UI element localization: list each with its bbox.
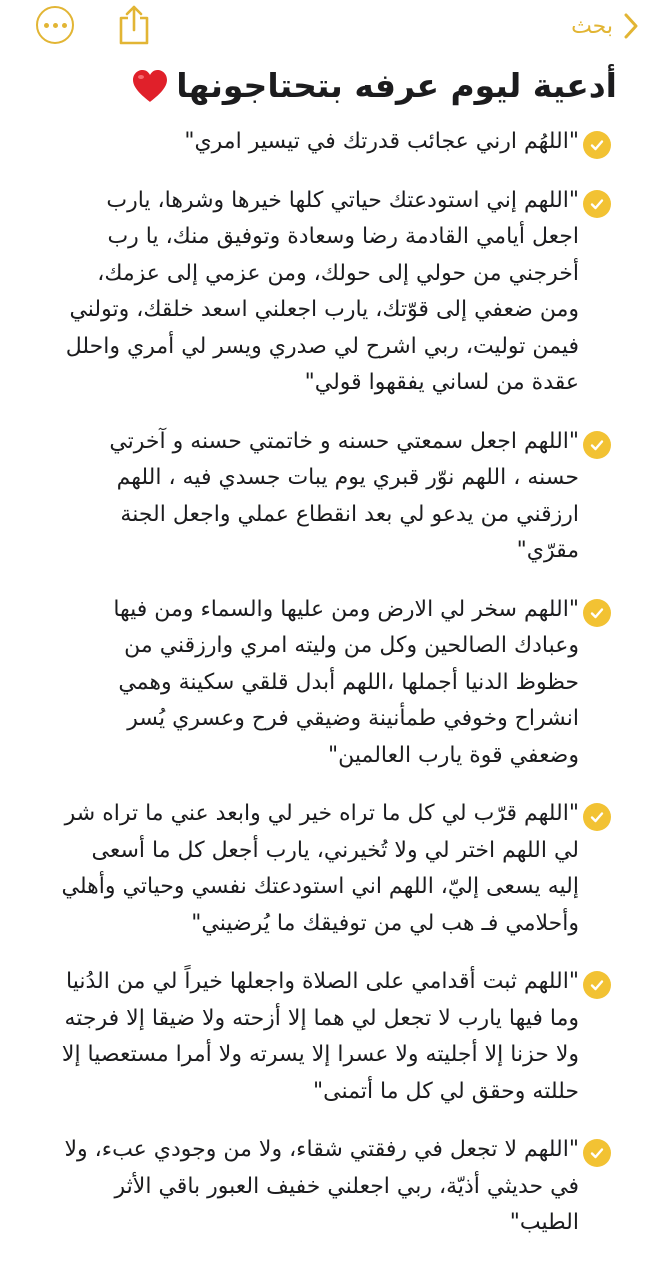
checklist-item-text[interactable]: "اللهم اجعل سمعتي حسنه و خاتمتي حسنه و آخرتي حسنه ، اللهم نوّر قبري يوم يبات جسدي فيه ، اللهم ارزقني من يدعو لي بعد انقطاع عملي واجعل الجنة مقرّي"	[109, 428, 579, 563]
checklist-item	[0, 964, 659, 1110]
checkbox-checked[interactable]	[583, 599, 611, 627]
checkmark-icon	[589, 437, 605, 453]
checklist-item	[0, 1132, 659, 1242]
checklist-item-text[interactable]: "اللهم لا تجعل في رفقتي شقاء، ولا من وجودي عبء، ولا في حديثي أذيّة، ربي اجعلني خفيف العبور باقي الأثر الطيب"	[64, 1137, 579, 1235]
more-button[interactable]	[36, 6, 74, 44]
note-title	[130, 62, 617, 110]
back-label: بحث	[571, 13, 613, 39]
checkbox-checked[interactable]	[583, 971, 611, 999]
checklist-item-text[interactable]: "اللهم ثبت أقدامي على الصلاة واجعلها خيراً لي من الدُنيا وما فيها يارب لا تجعل لي هما إلا أزحته ولا ضيقا إلا فرجته ولا حزنا إلا أجليته ولا عسرا إلا يسرته ولا أمرا مستعصيا إلا حللته وحقق لي كل ما أتمنى"	[61, 969, 579, 1104]
navigation-bar	[0, 0, 659, 60]
checkbox-checked[interactable]	[583, 190, 611, 218]
checklist-item	[0, 424, 659, 570]
checkmark-icon	[589, 809, 605, 825]
checkmark-icon	[589, 605, 605, 621]
more-icon	[44, 23, 49, 28]
note-title-text: أدعية ليوم عرفه بتحتاجونها	[176, 66, 617, 105]
share-icon	[116, 4, 152, 46]
checklist-item-text[interactable]: "اللهم سخر لي الارض ومن عليها والسماء ومن فيها وعبادك الصالحين وكل من وليته امري وارزقني من حظوظ الدنيا أجملها ،اللهم أبدل قلقي سكينة وهمي انشراح وخوفي طمأنينة وضيقي فرح وعسري يُسر وضعفي قوة يارب العالمين"	[113, 596, 579, 768]
checkmark-icon	[589, 977, 605, 993]
chevron-left-icon	[623, 12, 639, 40]
back-button[interactable]	[571, 8, 639, 44]
checklist-item-text[interactable]: "اللهم قرّب لي كل ما تراه خير لي وابعد عني ما تراه شر لي اللهم اختر لي ولا تُخيرني، يارب أجعل كل ما أسعى إليه يسعى إليّ، اللهم اني استودعتك نفسي وحياتي وأهلي وأحلامي فـ هب لي من توفيقك ما يُرضيني"	[61, 801, 579, 936]
share-button[interactable]	[116, 4, 152, 46]
checklist-item-text[interactable]: "اللهم إني استودعتك حياتي كلها خيرها وشرها، يارب اجعل أيامي القادمة رضا وسعادة وتوفيق منك، يا رب أخرجني من حولي إلى حولك، ومن عزمي إلى عزمك، ومن ضعفي إلى قوّتك، يارب اجعلني اسعد خلقك، وتولني فيمن توليت، ربي اشرح لي صدري ويسر لي أمري واحلل عقدة من لساني يفقهوا قولي"	[65, 187, 579, 395]
checkbox-checked[interactable]	[583, 131, 611, 159]
checklist-item-text[interactable]: "اللهُم ارني عجائب قدرتك في تيسير امري"	[184, 129, 579, 154]
checklist-item	[0, 592, 659, 775]
heart-icon	[130, 68, 170, 104]
checklist	[0, 124, 659, 1264]
checkbox-checked[interactable]	[583, 1139, 611, 1167]
checkmark-icon	[589, 137, 605, 153]
checkbox-checked[interactable]	[583, 431, 611, 459]
checklist-item	[0, 124, 659, 161]
checkbox-checked[interactable]	[583, 803, 611, 831]
checklist-item	[0, 796, 659, 942]
checkmark-icon	[589, 196, 605, 212]
checklist-item	[0, 183, 659, 402]
checkmark-icon	[589, 1145, 605, 1161]
